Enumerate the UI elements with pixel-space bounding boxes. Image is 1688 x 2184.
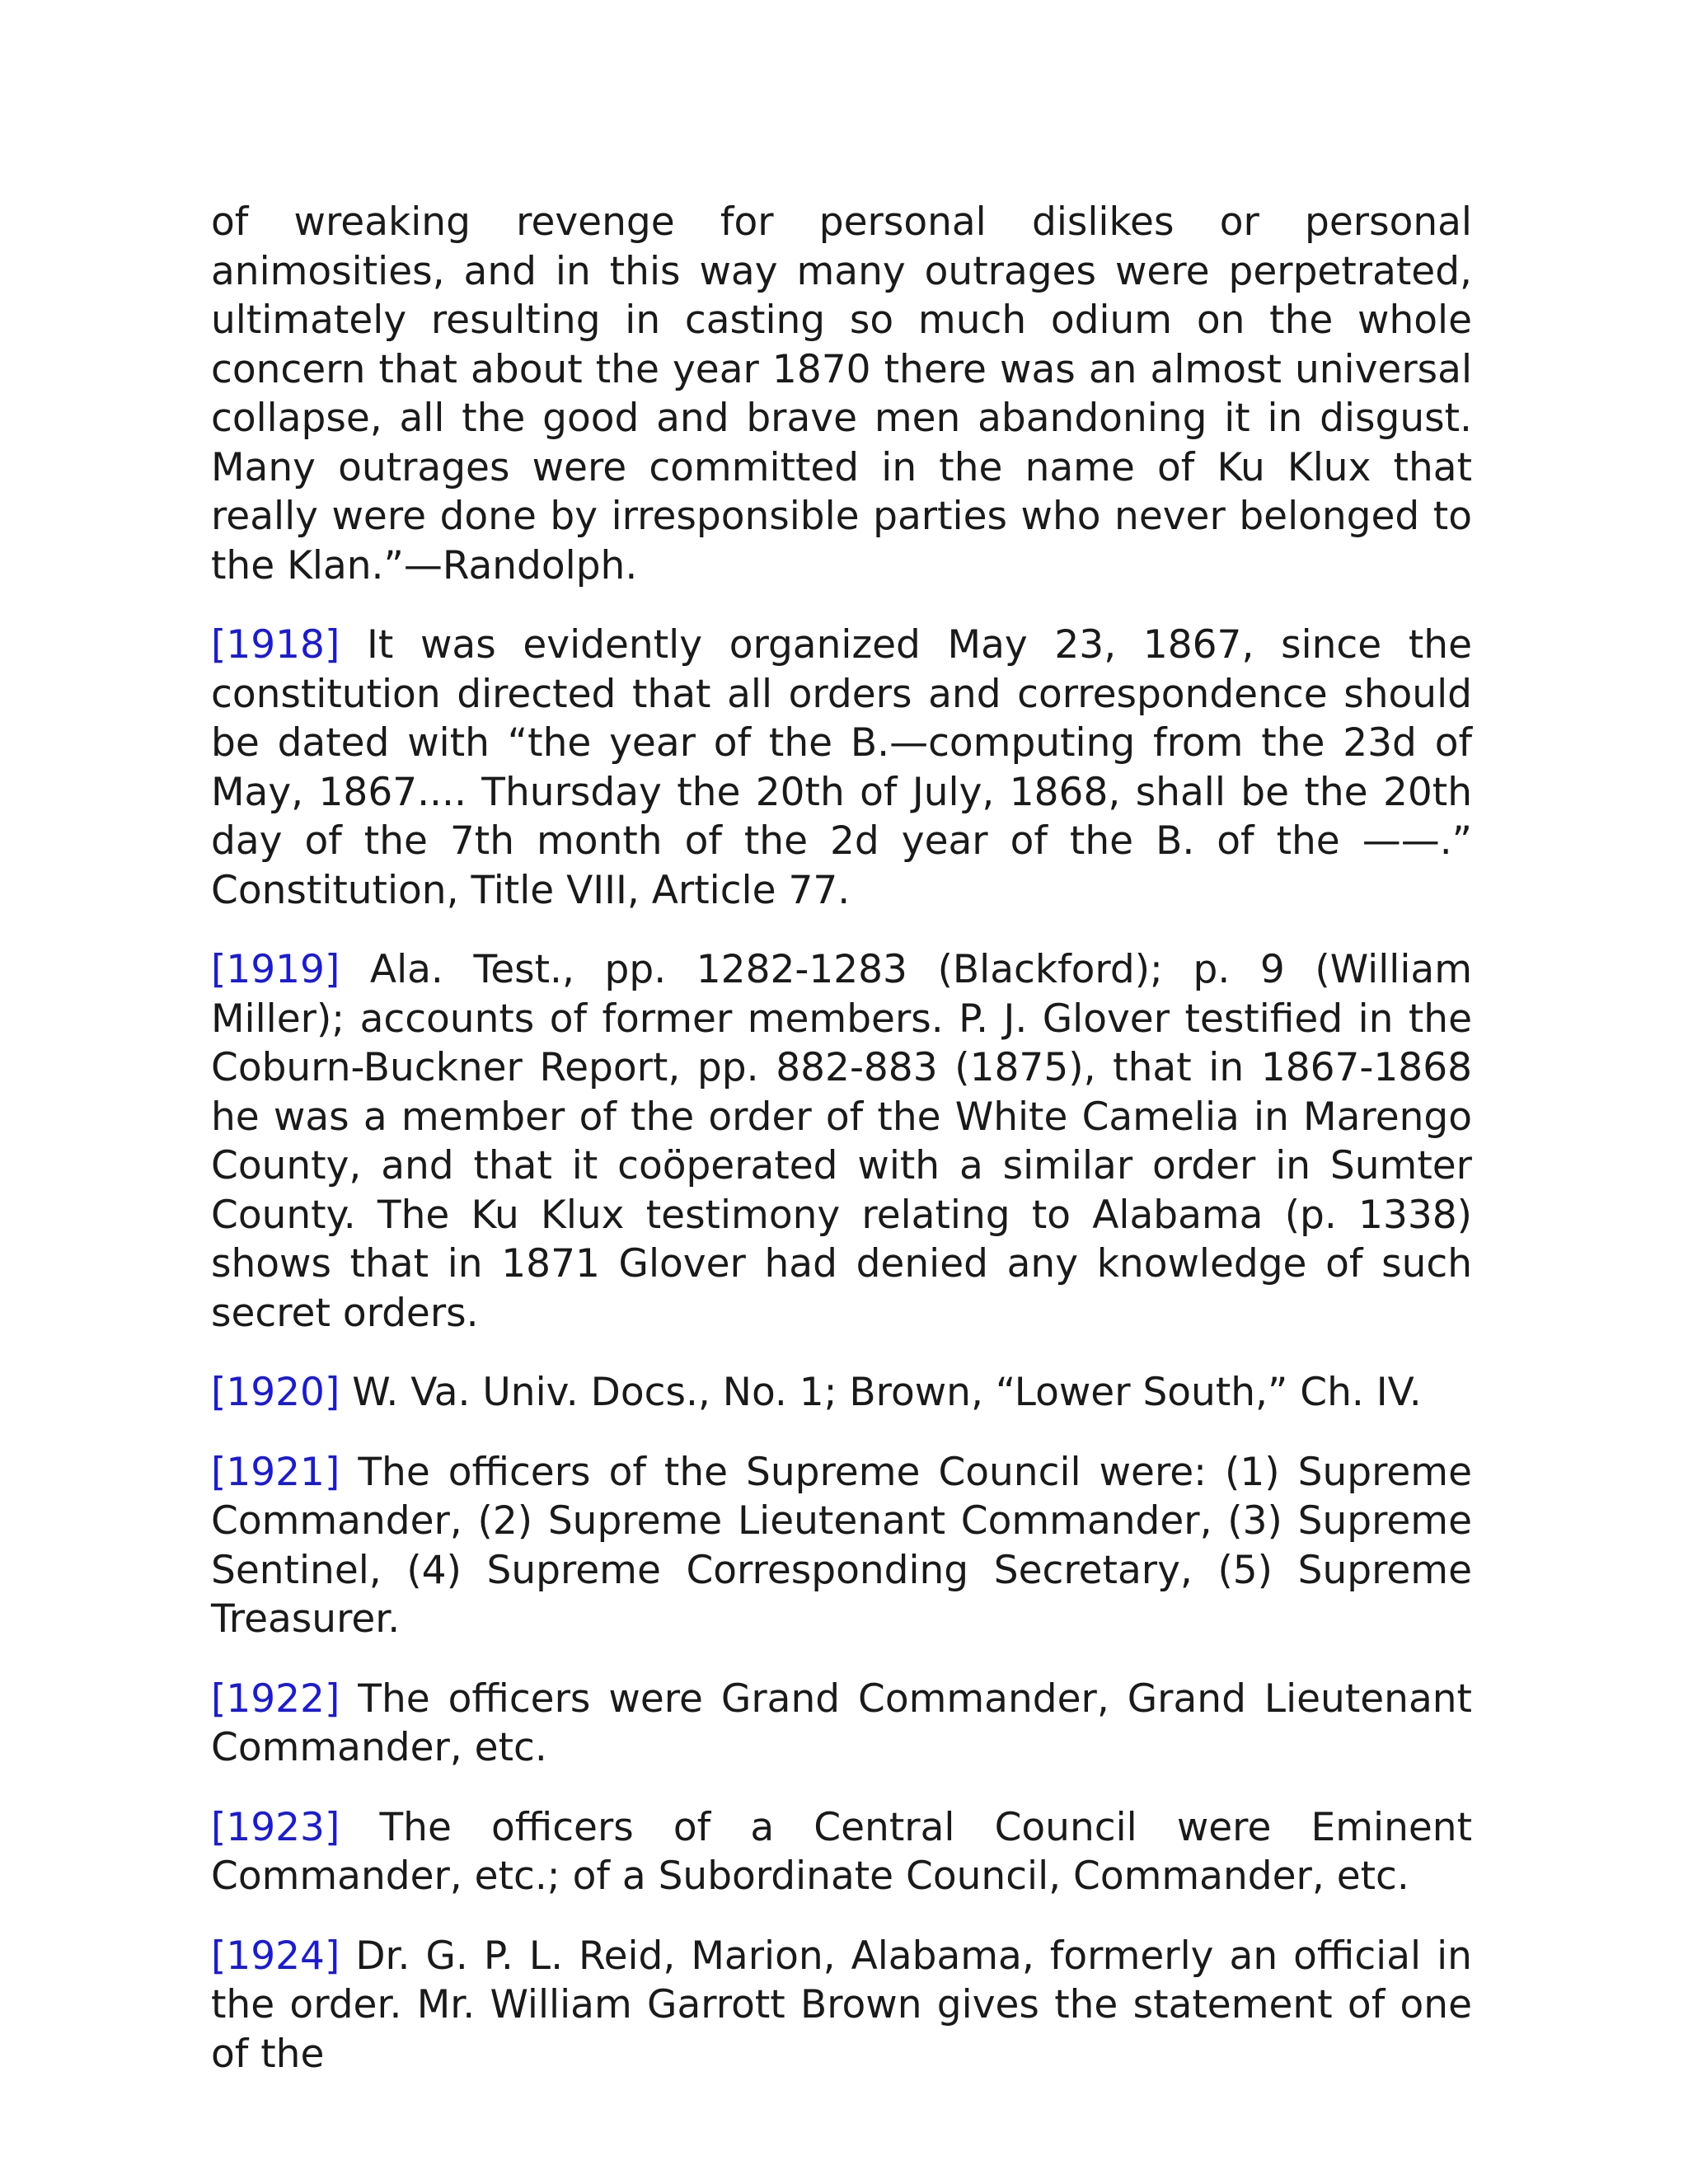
- footnote-1919: [211, 945, 1472, 1338]
- footnote-ref-link-1923[interactable]: [1923]: [211, 1804, 340, 1850]
- footnote-text: The officers were Grand Commander, Grand Lieutenant Commander, etc.: [211, 1675, 1472, 1770]
- footnote-text: Ala. Test., pp. 1282-1283 (Blackford); p. 9 (William Miller); accounts of former members. P. J. Glover testified in the Coburn-Buckner Report, pp. 882-883 (1875), that in 1867-1868 he was a member of the order of the White Camelia in Marengo County, and that it coöperated with a similar order in Sumter County. The Ku Klux testimony relating to Alabama (p. 1338) shows that in 1871 Glover had denied any knowledge of such secret orders.: [211, 947, 1472, 1336]
- footnote-ref-link-1921[interactable]: [1921]: [211, 1449, 340, 1495]
- footnote-continuation-paragraph: [211, 198, 1472, 590]
- footnote-1923: [211, 1803, 1472, 1901]
- footnote-1921: [211, 1448, 1472, 1644]
- footnote-ref-link-1924[interactable]: [1924]: [211, 1933, 340, 1979]
- footnote-ref-link-1920[interactable]: [1920]: [211, 1370, 340, 1415]
- footnote-text: Dr. G. P. L. Reid, Marion, Alabama, formerly an official in the order. Mr. William Garrott Brown gives the statement of one of the: [211, 1933, 1472, 2077]
- footnote-text: It was evidently organized May 23, 1867, since the constitution directed that all orders and correspondence should be dated with “the year of the B.—computing from the 23d of May, 1867.... Thursday the 20th of July, 1868, shall be the 20th day of the 7th month of the 2d year of the B. of the ——.” Constitution, Title VIII, Article 77.: [211, 622, 1472, 913]
- document-page: [211, 198, 1472, 2109]
- footnote-ref-link-1919[interactable]: [1919]: [211, 947, 340, 992]
- footnote-ref-link-1922[interactable]: [1922]: [211, 1675, 340, 1722]
- footnote-1918: [211, 621, 1472, 915]
- footnote-1922: [211, 1675, 1472, 1773]
- footnote-text: W. Va. Univ. Docs., No. 1; Brown, “Lower South,” Ch. IV.: [352, 1370, 1422, 1415]
- footnote-text: The officers of a Central Council were Eminent Commander, etc.; of a Subordinate Council, Commander, etc.: [211, 1804, 1472, 1899]
- footnote-1924: [211, 1932, 1472, 2079]
- footnote-text: of wreaking revenge for personal dislikes or personal animosities, and in this way many outrages were perpetrated, ultimately resulting in casting so much odium on the whole concern that about the year 1870 there was an almost universal collapse, all the good and brave men abandoning it in disgust. Many outrages were committed in the name of Ku Klux that really were done by irresponsible parties who never belonged to the Klan.”—Randolph.: [211, 199, 1472, 588]
- footnote-ref-link-1918[interactable]: [1918]: [211, 622, 340, 668]
- footnote-1920: [211, 1368, 1472, 1418]
- footnote-text: The officers of the Supreme Council were: (1) Supreme Commander, (2) Supreme Lieutenant Commander, (3) Supreme Sentinel, (4) Supreme Corresponding Secretary, (5) Supreme Treasurer.: [211, 1449, 1472, 1642]
